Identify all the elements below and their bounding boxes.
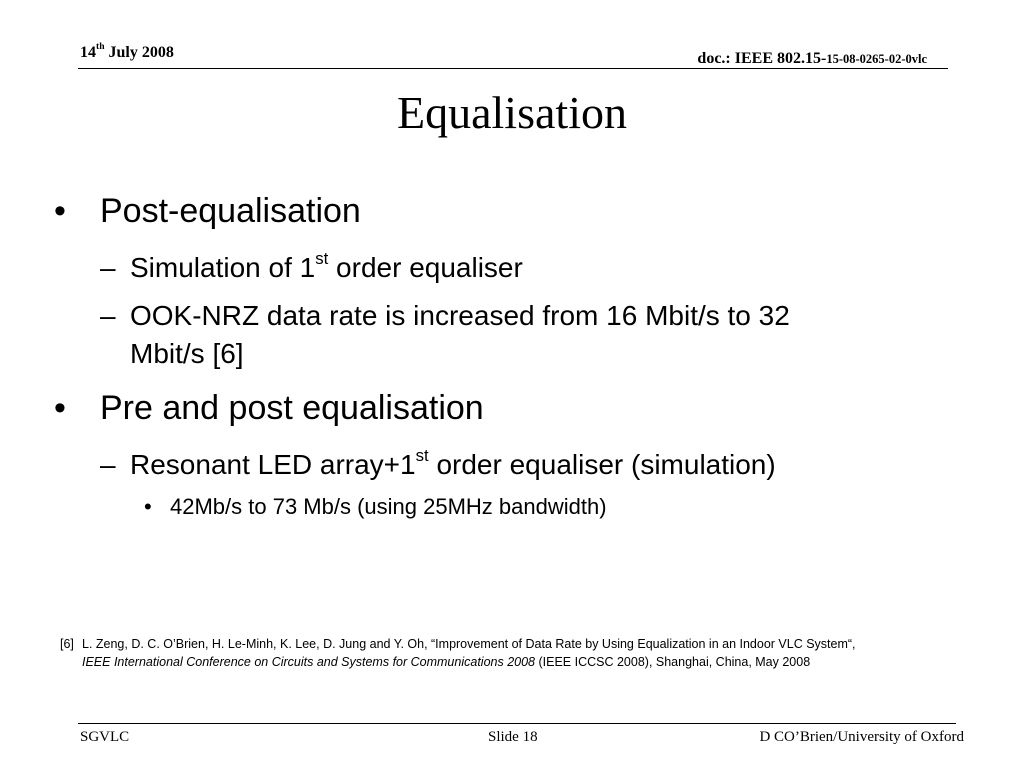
- header-date-rest: July 2008: [104, 44, 174, 61]
- header-date: [80, 41, 174, 62]
- header-date-suffix: th: [96, 41, 105, 53]
- footer-author: D CO’Brien/University of Oxford: [759, 729, 964, 745]
- reference-details: (IEEE ICCSC 2008), Shanghai, China, May 2008: [535, 655, 811, 669]
- header-rule: [78, 68, 948, 69]
- bullet-dash: –: [100, 449, 116, 480]
- bullet-dot: •: [144, 494, 152, 519]
- text-part: order equaliser: [328, 252, 523, 283]
- reference-line1: L. Zeng, D. C. O’Brien, H. Le-Minh, K. Lee, D. Jung and Y. Oh, “Improvement of Data Rate by Using Equalization in an Indoor VLC System“,: [82, 637, 856, 651]
- header-doc-number: 15-08-0265-02-0vlc: [826, 52, 927, 66]
- bullet-dash: –: [100, 252, 116, 283]
- text-superscript: st: [315, 249, 329, 269]
- reference-line2: [82, 653, 810, 671]
- subbullet-text: [130, 447, 776, 483]
- reference-venue: IEEE International Conference on Circuits and Systems for Communications 2008: [82, 655, 536, 669]
- reference-number: [6]: [60, 637, 74, 651]
- text-superscript: st: [415, 446, 429, 466]
- slide-title: Equalisation: [397, 87, 627, 138]
- bullet-dot: •: [54, 192, 66, 230]
- subbullet-text: [130, 250, 523, 286]
- footer-rule: [78, 723, 956, 724]
- header-doc-prefix: doc.: IEEE 802.15-: [697, 50, 827, 67]
- text-part: order equaliser (simulation): [428, 449, 776, 480]
- text-part: Simulation of 1: [130, 252, 316, 283]
- subbullet-text-line2: Mbit/s [6]: [130, 338, 244, 369]
- bullet-text: Post-equalisation: [100, 192, 361, 230]
- header-doc-id: [697, 50, 927, 68]
- bullet-dot: •: [54, 389, 66, 427]
- footer-left: SGVLC: [80, 729, 130, 745]
- subbullet-text-line1: OOK-NRZ data rate is increased from 16 Mbit/s to 32: [130, 300, 790, 331]
- header-date-day: 14: [80, 44, 96, 61]
- bullet-dash: –: [100, 300, 116, 331]
- footer-slide-number: Slide 18: [488, 729, 538, 745]
- subsubbullet-text: 42Mb/s to 73 Mb/s (using 25MHz bandwidth): [170, 494, 607, 519]
- bullet-text: Pre and post equalisation: [100, 389, 484, 427]
- text-part: Resonant LED array+1: [130, 449, 416, 480]
